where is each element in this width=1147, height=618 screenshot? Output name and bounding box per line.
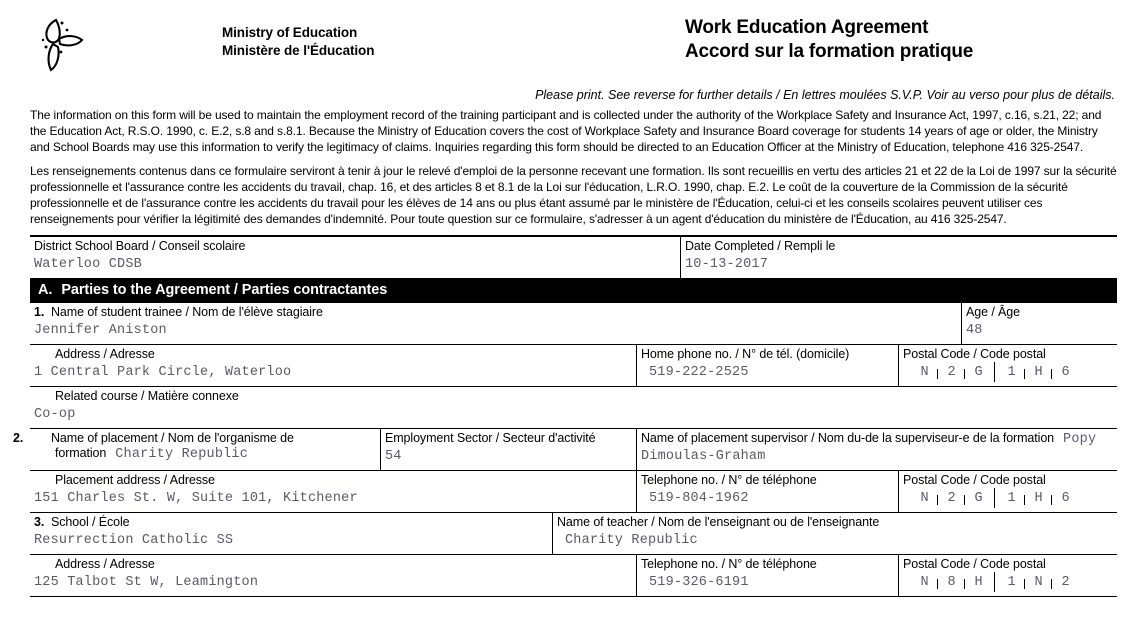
school-phone-cell[interactable] [636,555,898,596]
student-home-phone-cell[interactable] [636,345,898,386]
school-postal-code-label: Postal Code / Code postal [903,556,1046,571]
item-3-number: 3. [34,514,45,529]
school-name-cell[interactable] [30,513,552,554]
placement-supervisor-cell[interactable] [636,429,1117,470]
school-phone-label: Telephone no. / N° de téléphone [641,556,817,571]
postal-char: N [920,490,929,506]
placement-postal-code-boxes[interactable] [903,491,1117,506]
school-phone-value: 519-326-6191 [649,574,749,590]
student-age-value: 48 [966,322,983,338]
section-a-number: A. [38,281,53,298]
student-home-phone-value: 519-222-2525 [649,364,749,380]
student-address-cell[interactable] [30,345,636,386]
student-address-value: 1 Central Park Circle, Waterloo [34,364,292,380]
student-address-row [30,345,1117,387]
district-school-board-cell[interactable] [30,237,680,278]
postal-char: 2 [1052,575,1079,590]
placement-name-label [13,430,380,464]
form-table [13,235,1117,597]
item-1-number: 1. [34,304,45,319]
page-title [685,16,973,64]
ministry-name-fr: Ministère de l'Éducation [222,42,375,58]
ministry-name-en: Ministry of Education [222,25,358,40]
item-2-number: 2. [13,430,24,445]
placement-phone-label: Telephone no. / N° de téléphone [641,472,817,487]
placement-name-value: Charity Republic [115,446,249,462]
teacher-name-value: Charity Republic [565,532,698,548]
postal-char: N [920,574,929,590]
date-completed-cell[interactable] [680,237,1117,278]
placement-supervisor-label [641,431,1117,466]
school-postal-code-boxes[interactable] [903,575,1117,590]
print-instruction: Please print. See reverse for further details / En lettres moulées S.V.P. Voir au verso pour plus de détails. [535,88,1115,102]
student-name-row [30,303,1117,345]
district-school-board-value: Waterloo CDSB [34,256,142,272]
employment-sector-value: 54 [385,448,402,464]
placement-phone-cell[interactable] [636,471,898,512]
privacy-notice-en: The information on this form will be used to maintain the employment record of the training participant and is collected under the authority of the Workplace Safety and Insurance Act, 1997, c.16, s.21, 22; and the Education Act, R.S.O. 1990, c. E.2, s.8 and s.8.1. Because the Ministry of Education covers the cost of Workplace Safety and Insurance Board coverage for students 14 years of age or older, the Ministry and School Boards may use this information to verify the legitimacy of claims. Inquiries regarding this form should be directed to an Education Officer at the Ministry of Education, telephone 416 325-2547. [30,108,1102,155]
teacher-name-label: Name of teacher / Nom de l'enseignant ou de l'enseignante [557,514,880,529]
student-age-cell[interactable] [961,303,1117,344]
date-completed-label: Date Completed / Rempli le [685,238,836,253]
section-a-title: Parties to the Agreement / Parties contractantes [61,281,388,298]
privacy-notice-fr: Les renseignements contenus dans ce formulaire serviront à tenir à jour le relevé d'emploi de la personne recevant une formation. Ils sont recueillis en vertu des articles 21 et 22 de la Loi de 1997 sur la sécurité professionnelle et l'assurance contre les accidents du travail, chap. 16, et des articles 8 et 8.1 de la Loi sur l'éducation, L.R.O. 1990, chap. E.2. Le coût de la couverture de la Commission de la sécurité professionnelle et de l'assurance contre les accidents du travail pour les élèves de 14 ans ou plus étant assumé par le ministère de l'Éducation, celui-ci et les conseils scolaires peuvent utiliser ces renseignements pour vérifier la légitimité des demandes d'indemnité. Pour toute question sur ce formulaire, s'adresser à un agent d'éducation du ministère de l'Éducation, au 416 325-2547. [30,164,1117,227]
postal-char: H [965,575,992,590]
student-name-value: Jennifer Aniston [34,322,167,338]
postal-char: N [1025,575,1052,590]
placement-name-cell[interactable] [13,429,380,470]
student-name-label-text: Name of student trainee / Nom de l'élève stagiaire [51,304,323,319]
student-postal-code-cell[interactable] [898,345,1117,386]
related-course-cell[interactable] [30,387,1117,428]
postal-char: 2 [938,491,965,506]
postal-char: 1 [998,575,1025,590]
school-address-cell[interactable] [30,555,636,596]
student-age-label: Age / Âge [966,304,1021,319]
school-postal-code-cell[interactable] [898,555,1117,596]
postal-char: 1 [998,491,1025,506]
placement-supervisor-label-text: Name of placement supervisor / Nom du-de la superviseur-e de la formation [641,430,1055,445]
postal-char: 8 [938,575,965,590]
teacher-name-cell[interactable] [552,513,1117,554]
employment-sector-cell[interactable] [380,429,636,470]
postal-char: 2 [938,365,965,380]
placement-address-label: Placement address / Adresse [55,472,215,487]
form-title-en: Work Education Agreement [685,17,929,38]
board-date-row [30,237,1117,279]
postal-char: H [1025,491,1052,506]
school-name-label [34,515,552,530]
postal-char: G [965,491,992,506]
section-a-banner [30,279,1117,303]
placement-postal-code-cell[interactable] [898,471,1117,512]
placement-supervisor-value: Popy Dimoulas-Graham [641,431,1097,465]
employment-sector-label: Employment Sector / Secteur d'activité [385,430,596,445]
ontario-trillium-logo [34,14,94,76]
school-row [30,513,1117,555]
placement-address-value: 151 Charles St. W, Suite 101, Kitchener [34,490,358,506]
placement-postal-code-label: Postal Code / Code postal [903,472,1046,487]
school-address-label: Address / Adresse [55,556,155,571]
ministry-name-block [222,24,374,60]
school-address-row [30,555,1117,596]
student-name-label [34,305,961,320]
student-postal-code-boxes[interactable] [903,365,1117,380]
school-name-label-text: School / École [51,514,130,529]
postal-char: H [1025,365,1052,380]
related-course-label: Related course / Matière connexe [55,388,239,403]
postal-char: N [920,364,929,380]
placement-address-cell[interactable] [30,471,636,512]
related-course-row [30,387,1117,429]
postal-char: 6 [1052,491,1079,506]
postal-char: G [965,365,992,380]
student-name-cell[interactable] [30,303,961,344]
date-completed-value: 10-13-2017 [685,256,769,272]
student-home-phone-label: Home phone no. / N° de tél. (domicile) [641,346,850,361]
placement-address-row [30,471,1117,513]
school-name-value: Resurrection Catholic SS [34,532,234,548]
placement-row [13,429,1117,471]
district-school-board-label: District School Board / Conseil scolaire [34,238,246,253]
school-address-value: 125 Talbot St W, Leamington [34,574,259,590]
postal-char: 6 [1052,365,1079,380]
student-postal-code-label: Postal Code / Code postal [903,346,1046,361]
related-course-value: Co-op [34,406,76,422]
postal-char: 1 [998,365,1025,380]
placement-name-label-text: Name of placement / Nom de l'organisme de formation [51,430,294,460]
form-title-fr: Accord sur la formation pratique [685,40,974,62]
form-header [30,0,1117,90]
student-address-label: Address / Adresse [55,346,155,361]
placement-phone-value: 519-804-1962 [649,490,749,506]
